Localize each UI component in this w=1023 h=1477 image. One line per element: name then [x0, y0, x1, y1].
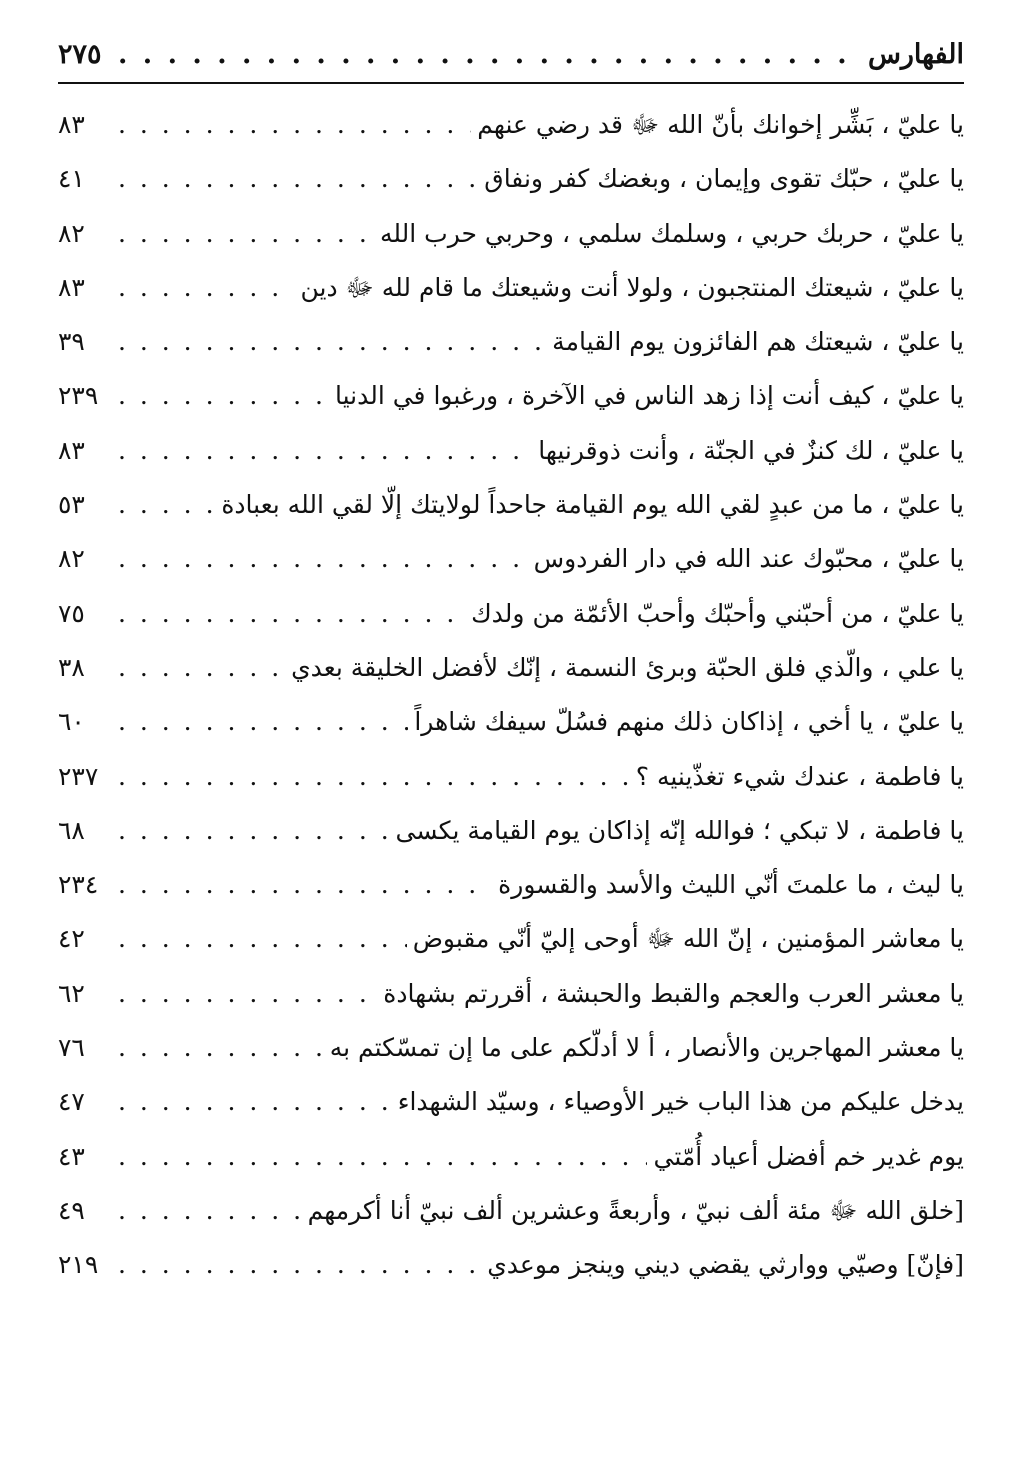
entry-page: ٥٣	[58, 490, 85, 520]
entry-page: ٢٣٧	[58, 761, 99, 791]
entry-text: يوم غدير خم أفضل أعياد أُمّتي	[653, 1141, 964, 1171]
leader-dots	[118, 532, 528, 586]
entry-text: يا علي ، والّذي فلق الحبّة وبرئ النسمة ، إنّك لأفضل الخليقة بعدي	[291, 652, 964, 682]
index-entry	[58, 1075, 964, 1129]
index-entry	[58, 1184, 964, 1238]
leader-dots	[118, 1130, 647, 1184]
entry-page: ٤١	[58, 164, 85, 194]
entry-page: ٣٨	[58, 652, 85, 682]
leader-dots	[118, 750, 630, 804]
entry-text: يا معاشر المؤمنين ، إنّ الله ﷻ أوحى إليّ أنّي مقبوض	[412, 924, 964, 954]
index-entry	[58, 478, 964, 532]
entry-text: يا عليّ ، حربك حربي ، وسلمك سلمي ، وحربي حرب الله	[379, 218, 964, 248]
index-entry	[58, 1021, 964, 1075]
index-page	[58, 38, 964, 1448]
index-entry	[58, 750, 964, 804]
leader-dots	[118, 912, 407, 966]
entry-text: يا معشر المهاجرين والأنصار ، أ لا أدلّكم على ما إن تمسّكتم به	[329, 1033, 964, 1063]
leader-dots	[118, 858, 492, 912]
leader-dots	[118, 967, 377, 1021]
index-entry	[58, 532, 964, 586]
entry-page: ٦٨	[58, 815, 85, 845]
index-entry	[58, 207, 964, 261]
leader-dots	[118, 32, 862, 78]
entry-text: يا عليّ ، كيف أنت إذا زهد الناس في الآخرة ، ورغبوا في الدنيا	[334, 381, 964, 411]
leader-dots	[118, 695, 408, 749]
entry-text: يا معشر العرب والعجم والقبط والحبشة ، أقررتم بشهادة	[383, 978, 964, 1008]
entry-page: ٦٢	[58, 978, 85, 1008]
entry-text: يا عليّ ، شيعتك هم الفائزون يوم القيامة	[552, 327, 964, 357]
entry-text: يا عليّ ، من أحبّني وأحبّك وأحبّ الأئمّة من ولدك	[471, 598, 964, 628]
entry-page: ٢٣٤	[58, 870, 99, 900]
leader-dots	[118, 98, 471, 152]
index-list	[58, 98, 964, 1293]
entry-text: يدخل عليكم من هذا الباب خير الأوصياء ، وسيّد الشهداء	[397, 1087, 964, 1117]
entry-page: ٤٣	[58, 1141, 85, 1171]
entry-text: [خلق الله ﷻ مئة ألف نبيّ ، وأربعةً وعشرين ألف نبيّ أنا أكرمهم	[307, 1195, 964, 1225]
leader-dots	[118, 1238, 481, 1292]
index-entry	[58, 98, 964, 152]
entry-text: [فإنّ] وصيّي ووارثي يقضي ديني وينجز موعدي	[487, 1250, 964, 1280]
entry-page: ٧٥	[58, 598, 85, 628]
leader-dots	[118, 1184, 302, 1238]
entry-page: ٨٢	[58, 544, 85, 574]
index-entry	[58, 152, 964, 206]
index-entry	[58, 967, 964, 1021]
entry-page: ٢٣٩	[58, 381, 99, 411]
entry-page: ٣٩	[58, 327, 85, 357]
index-entry	[58, 804, 964, 858]
entry-text: يا فاطمة ، لا تبكي ؛ فوالله إنّه إذاكان يوم القيامة يكسى	[395, 815, 964, 845]
index-entry	[58, 587, 964, 641]
leader-dots	[118, 478, 215, 532]
entry-page: ٤٧	[58, 1087, 85, 1117]
leader-dots	[118, 804, 390, 858]
header-title: الفهارس	[867, 39, 964, 70]
index-entry	[58, 858, 964, 912]
entry-page: ٨٣	[58, 110, 85, 139]
entry-page: ٤٩	[58, 1195, 85, 1225]
leader-dots	[118, 1075, 392, 1129]
leader-dots	[118, 369, 329, 423]
index-entry	[58, 695, 964, 749]
entry-page: ٦٠	[58, 707, 85, 737]
leader-dots	[118, 152, 478, 206]
index-entry	[58, 912, 964, 966]
running-header	[58, 38, 964, 84]
entry-text: يا عليّ ، لك كنزٌ في الجنّة ، وأنت ذوقرنيها	[538, 435, 964, 465]
entry-page: ٢١٩	[58, 1250, 99, 1280]
entry-text: يا عليّ ، بَشِّر إخوانك بأنّ الله ﷻ قد رضي عنهم	[477, 110, 964, 139]
entry-page: ٤٢	[58, 924, 85, 954]
entry-page: ٨٣	[58, 435, 85, 465]
entry-text: يا عليّ ، شيعتك المنتجبون ، ولولا أنت وشيعتك ما قام لله ﷻ دين	[300, 272, 964, 302]
index-entry	[58, 261, 964, 315]
entry-page: ٨٢	[58, 218, 85, 248]
leader-dots	[118, 261, 294, 315]
entry-text: يا عليّ ، محبّوك عند الله في دار الفردوس	[533, 544, 964, 574]
leader-dots	[118, 641, 285, 695]
index-entry	[58, 1130, 964, 1184]
index-entry	[58, 369, 964, 423]
entry-text: يا ليث ، ما علمتَ أنّي الليث والأسد والقسورة	[498, 870, 964, 900]
index-entry	[58, 1238, 964, 1292]
entry-page: ٨٣	[58, 272, 85, 302]
entry-text: يا عليّ ، حبّك تقوى وإيمان ، وبغضك كفر ونفاق	[484, 164, 964, 194]
leader-dots	[118, 424, 532, 478]
leader-dots	[118, 587, 465, 641]
leader-dots	[118, 1021, 324, 1075]
entry-page: ٧٦	[58, 1033, 85, 1063]
entry-text: يا عليّ ، ما من عبدٍ لقي الله يوم القيامة جاحداً لولايتك إلّا لقي الله بعبادة	[221, 490, 964, 520]
leader-dots	[118, 207, 374, 261]
index-entry	[58, 641, 964, 695]
index-entry	[58, 424, 964, 478]
index-entry	[58, 315, 964, 369]
entry-text: يا فاطمة ، عندك شيء تغذّينيه ؟	[635, 761, 964, 791]
entry-text: يا عليّ ، يا أخي ، إذاكان ذلك منهم فسُلّ سيفك شاهراً	[414, 707, 964, 737]
leader-dots	[118, 315, 546, 369]
header-page-number: ٢٧٥	[58, 39, 102, 70]
